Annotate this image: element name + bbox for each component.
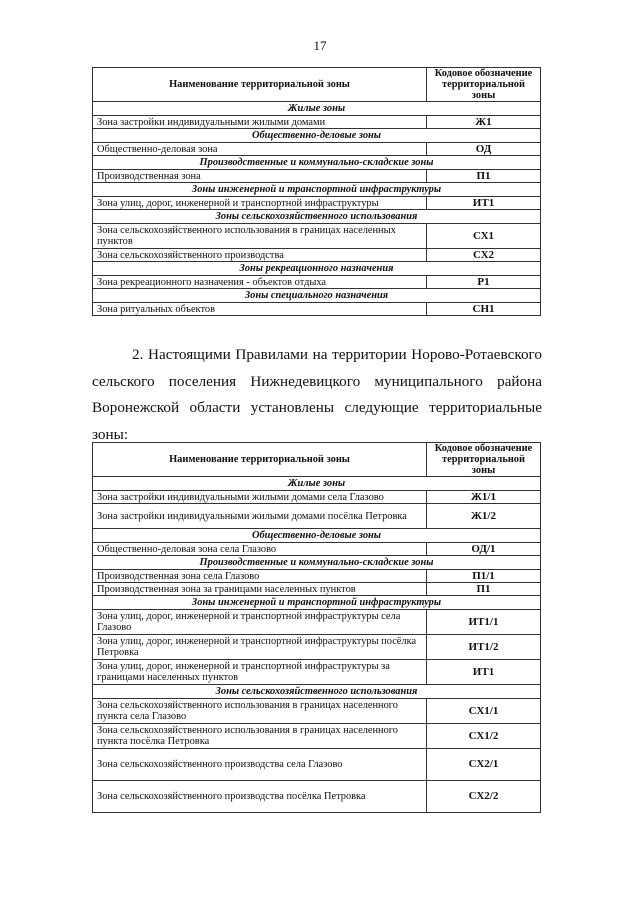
zone-name-cell: Зона улиц, дорог, инженерной и транспортной инфраструктуры села Глазово [93, 610, 427, 635]
table-row [93, 491, 541, 504]
table-row [93, 543, 541, 556]
zone-group-row [93, 289, 541, 303]
column-header-name: Наименование территориальной зоны [93, 68, 427, 102]
zone-code-cell: П1 [427, 170, 541, 183]
zone-group-row [93, 102, 541, 116]
zone-code-cell: Р1 [427, 276, 541, 289]
table-row [93, 724, 541, 749]
zone-code-cell: СХ1/2 [427, 724, 541, 749]
zone-name-cell: Зона застройки индивидуальными жилыми домами села Глазово [93, 491, 427, 504]
zone-code-cell: ИТ1 [427, 660, 541, 685]
zone-name-cell: Зона улиц, дорог, инженерной и транспортной инфраструктуры посёлка Петровка [93, 635, 427, 660]
zone-name-cell: Зона сельскохозяйственного производства посёлка Петровка [93, 781, 427, 813]
zone-code-cell: СХ1 [427, 224, 541, 249]
table-row [93, 170, 541, 183]
table-row [93, 276, 541, 289]
zone-group-row [93, 529, 541, 543]
column-header-code: Кодовое обозначение территориальной зоны [427, 68, 541, 102]
zone-name-cell: Производственная зона за границами населенных пунктов [93, 583, 427, 596]
zone-group-row [93, 156, 541, 170]
zone-name-cell: Зона сельскохозяйственного использования в границах населенного пункта села Глазово [93, 699, 427, 724]
zone-group-label: Зоны специального назначения [93, 289, 541, 303]
zone-group-label: Общественно-деловые зоны [93, 129, 541, 143]
zone-name-cell: Зона застройки индивидуальными жилыми домами [93, 116, 427, 129]
table-body [93, 102, 541, 316]
zone-code-cell: ИТ1 [427, 197, 541, 210]
zone-code-cell: Ж1 [427, 116, 541, 129]
zone-group-label: Производственные и коммунально-складские зоны [93, 156, 541, 170]
column-header-code: Кодовое обозначение территориальной зоны [427, 443, 541, 477]
zone-name-cell: Зона сельскохозяйственного использования в границах населенных пунктов [93, 224, 427, 249]
body-paragraph [92, 342, 542, 448]
table-row [93, 635, 541, 660]
table-row [93, 249, 541, 262]
zone-name-cell: Зона сельскохозяйственного использования в границах населенного пункта посёлка Петровка [93, 724, 427, 749]
zone-group-label: Жилые зоны [93, 477, 541, 491]
zone-group-row [93, 685, 541, 699]
paragraph-text: 2. Настоящими Правилами на территории Норово-Ротаевского сельского поселения Нижнедевицкого муниципального района Воронежской области установлены следующие территориальные зоны: [92, 346, 542, 443]
zone-group-label: Зоны рекреационного назначения [93, 262, 541, 276]
zones-table-2 [92, 442, 541, 813]
zone-code-cell: СХ2/2 [427, 781, 541, 813]
zone-group-row [93, 262, 541, 276]
table-row [93, 699, 541, 724]
zone-group-row [93, 129, 541, 143]
table-row [93, 303, 541, 316]
zone-group-label: Жилые зоны [93, 102, 541, 116]
zone-code-cell: ОД [427, 143, 541, 156]
zone-name-cell: Производственная зона [93, 170, 427, 183]
table-row [93, 197, 541, 210]
zone-name-cell: Производственная зона села Глазово [93, 570, 427, 583]
zone-group-row [93, 210, 541, 224]
zone-group-label: Зоны сельскохозяйственного использования [93, 210, 541, 224]
zone-code-cell: П1 [427, 583, 541, 596]
zone-code-cell: Ж1/2 [427, 504, 541, 529]
zone-code-cell: СХ1/1 [427, 699, 541, 724]
zone-name-cell: Зона рекреационного назначения - объектов отдыха [93, 276, 427, 289]
zone-code-cell: ОД/1 [427, 543, 541, 556]
table-row [93, 610, 541, 635]
table-row [93, 504, 541, 529]
zone-group-label: Общественно-деловые зоны [93, 529, 541, 543]
zone-code-cell: СН1 [427, 303, 541, 316]
zone-group-row [93, 596, 541, 610]
zone-code-cell: СХ2 [427, 249, 541, 262]
zone-code-cell: ИТ1/2 [427, 635, 541, 660]
zones-table-1 [92, 67, 541, 316]
table-body [93, 477, 541, 813]
table-row [93, 583, 541, 596]
zone-name-cell: Зона сельскохозяйственного производства [93, 249, 427, 262]
zone-group-label: Зоны инженерной и транспортной инфраструктуры [93, 183, 541, 197]
zone-code-cell: П1/1 [427, 570, 541, 583]
zone-group-row [93, 183, 541, 197]
page-number: 17 [313, 38, 327, 53]
zone-name-cell: Зона сельскохозяйственного производства села Глазово [93, 749, 427, 781]
zone-group-row [93, 477, 541, 491]
zone-group-label: Производственные и коммунально-складские зоны [93, 556, 541, 570]
zone-group-row [93, 556, 541, 570]
zone-group-label: Зоны инженерной и транспортной инфраструктуры [93, 596, 541, 610]
zone-name-cell: Общественно-деловая зона села Глазово [93, 543, 427, 556]
zone-name-cell: Зона застройки индивидуальными жилыми домами посёлка Петровка [93, 504, 427, 529]
table-row [93, 116, 541, 129]
zone-code-cell: СХ2/1 [427, 749, 541, 781]
zone-group-label: Зоны сельскохозяйственного использования [93, 685, 541, 699]
table-row [93, 660, 541, 685]
table-row [93, 143, 541, 156]
zone-name-cell: Общественно-деловая зона [93, 143, 427, 156]
zone-code-cell: Ж1/1 [427, 491, 541, 504]
table-row [93, 749, 541, 781]
zone-name-cell: Зона улиц, дорог, инженерной и транспортной инфраструктуры [93, 197, 427, 210]
zone-code-cell: ИТ1/1 [427, 610, 541, 635]
table-row [93, 570, 541, 583]
column-header-name: Наименование территориальной зоны [93, 443, 427, 477]
table-row [93, 781, 541, 813]
zone-name-cell: Зона ритуальных объектов [93, 303, 427, 316]
table-row [93, 224, 541, 249]
zone-name-cell: Зона улиц, дорог, инженерной и транспортной инфраструктуры за границами населенных пунктов [93, 660, 427, 685]
